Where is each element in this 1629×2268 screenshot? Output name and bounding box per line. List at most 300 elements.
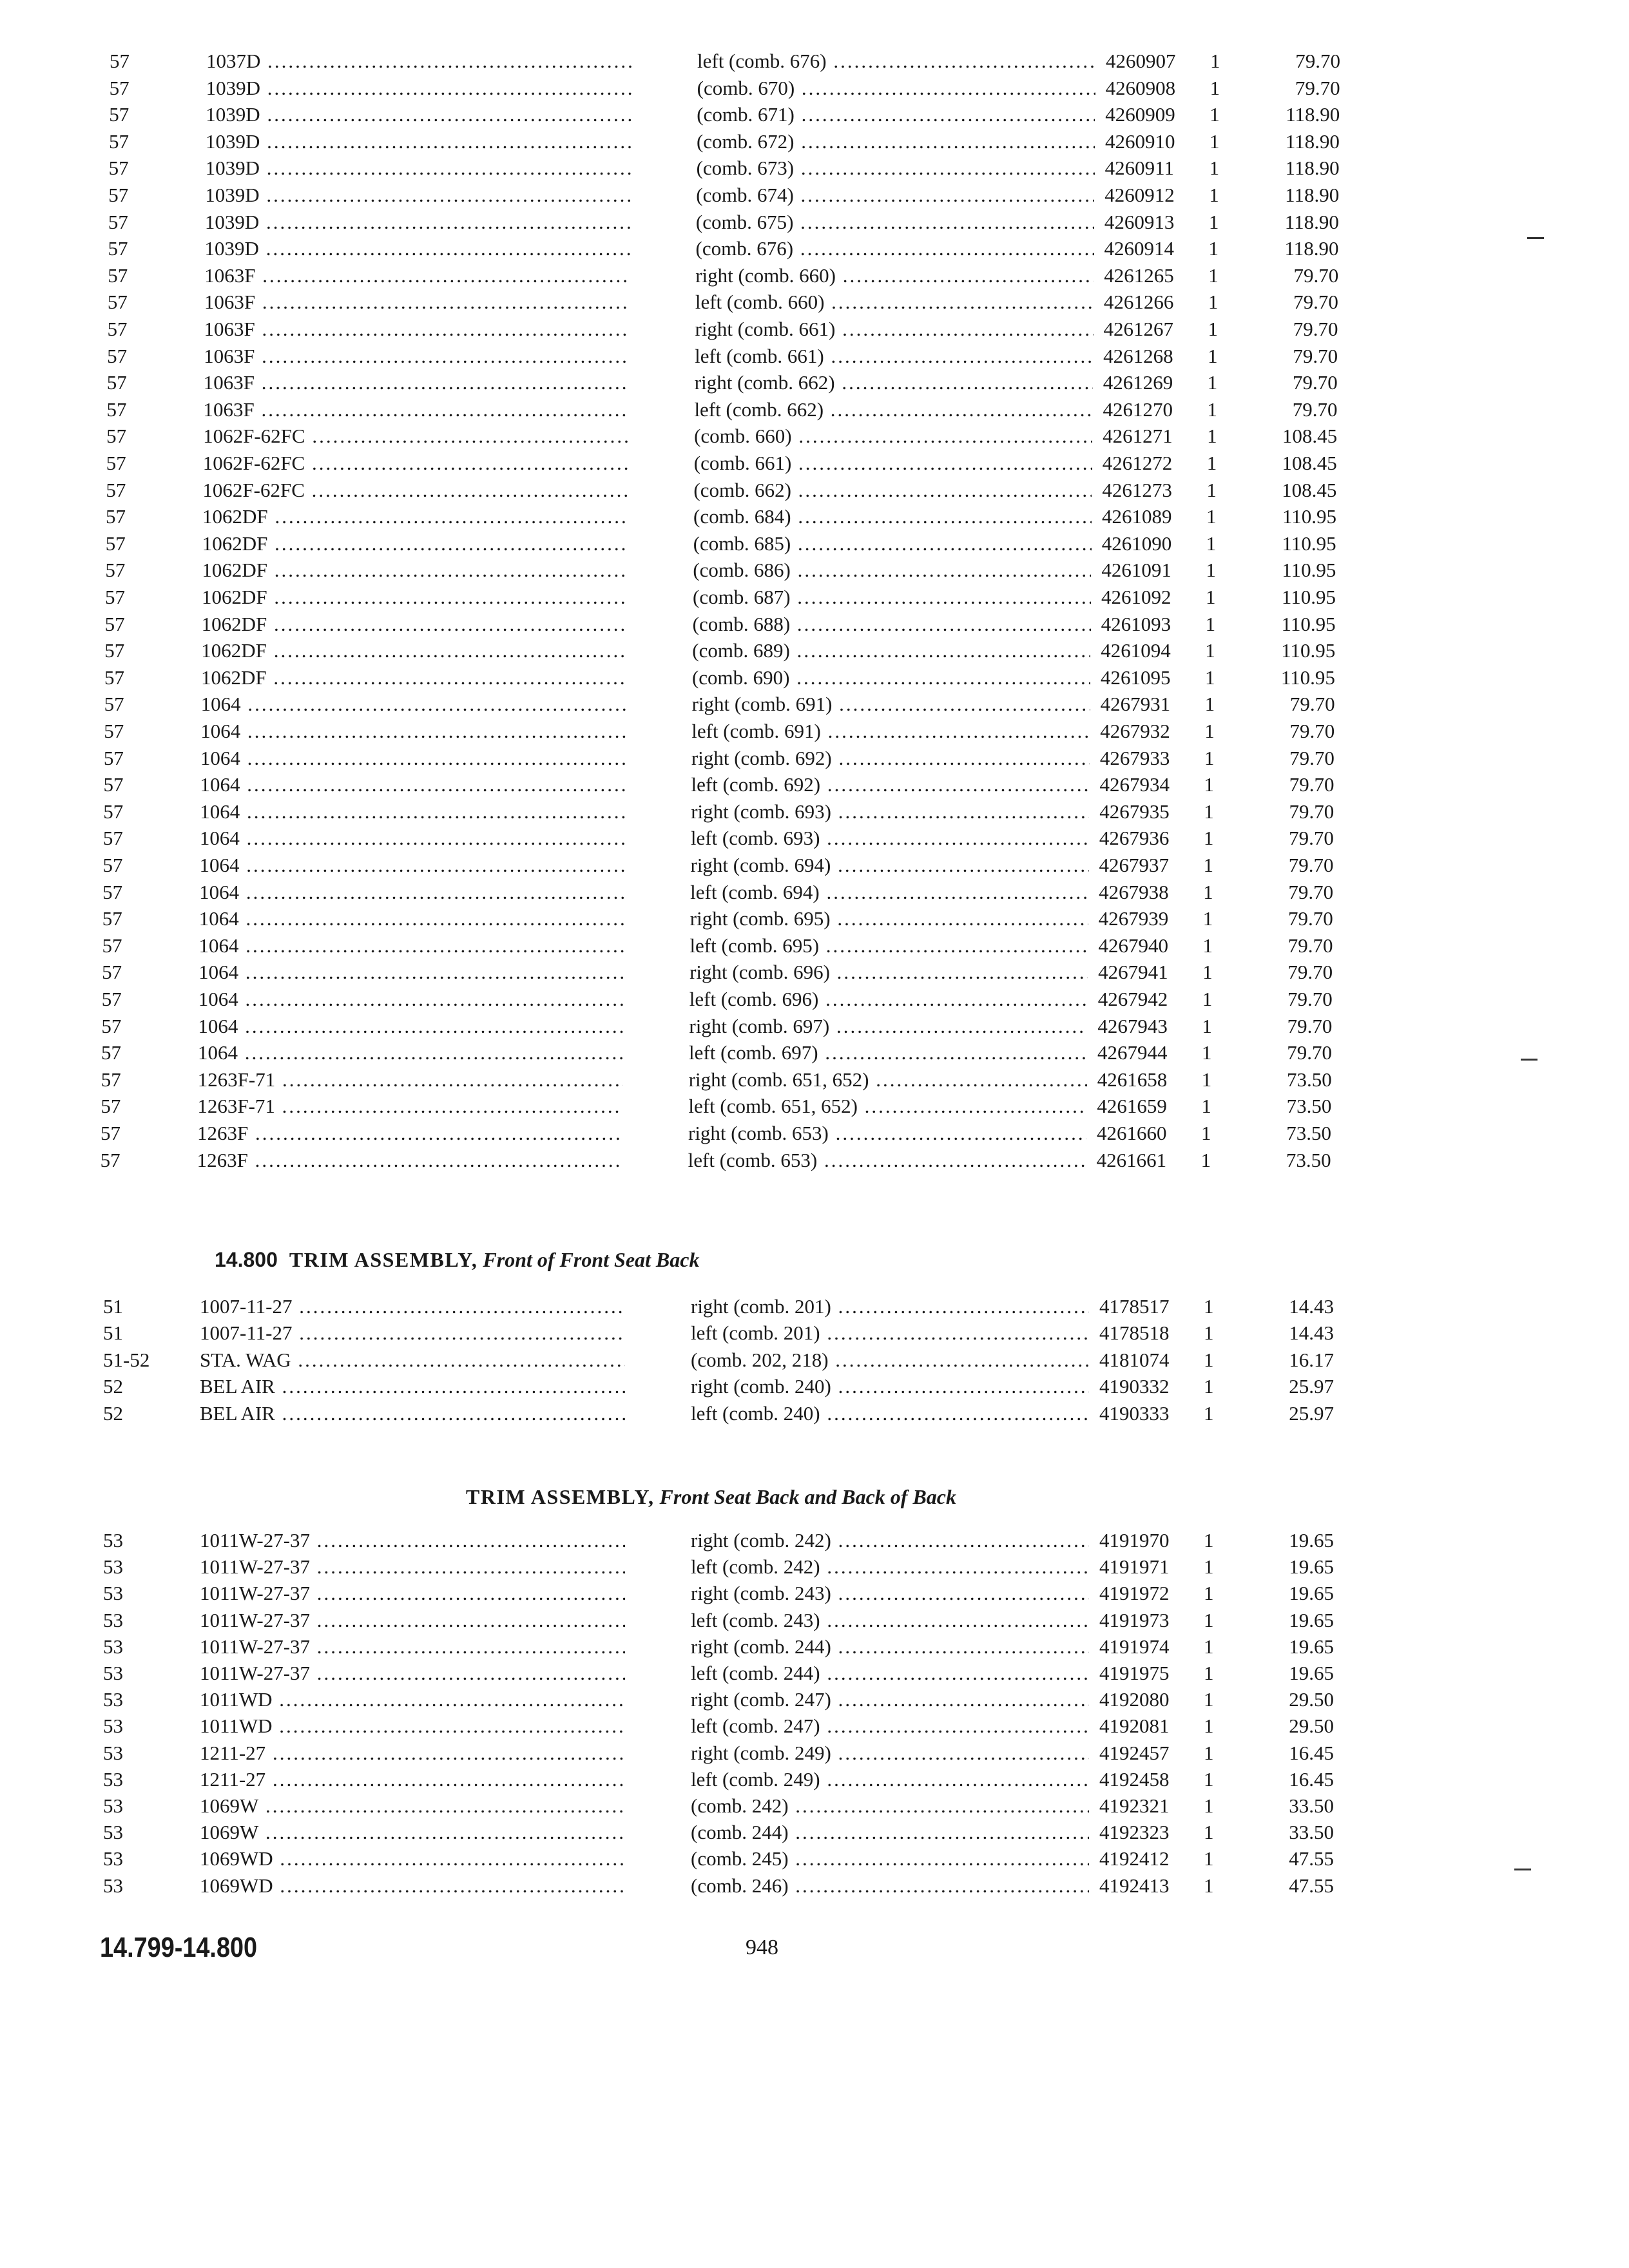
quantity-cell: 1 [1204, 1847, 1214, 1870]
quantity-cell: 1 [1205, 639, 1215, 662]
description-cell: right (comb. 247) ..... [691, 1686, 1089, 1713]
model-cell: 1064 ..... [201, 691, 626, 717]
quantity-cell: 1 [1201, 1068, 1212, 1091]
year-cell: 57 [101, 1068, 121, 1091]
year-cell: 57 [105, 559, 126, 582]
quantity-cell: 1 [1202, 907, 1213, 930]
description-cell: (comb. 242) ..... [691, 1792, 1089, 1819]
year-cell: 57 [102, 880, 123, 903]
part-number-cell: 4191975 [1099, 1662, 1170, 1684]
year-cell: 57 [108, 130, 129, 153]
year-cell: 57 [104, 639, 125, 662]
model-cell: 1039D ..... [206, 128, 631, 155]
year-cell: 53 [103, 1688, 123, 1711]
price-cell: 79.70 [1293, 371, 1338, 394]
price-cell: 19.65 [1289, 1662, 1334, 1684]
page-number: 948 [746, 1936, 778, 1959]
part-number-cell: 4267942 [1097, 988, 1168, 1010]
year-cell: 53 [103, 1662, 123, 1684]
year-cell: 57 [108, 184, 129, 206]
price-cell: 118.90 [1285, 184, 1340, 206]
quantity-cell: 1 [1204, 1635, 1214, 1658]
description-cell: right (comb. 240) ..... [691, 1373, 1089, 1399]
model-cell: 1063F ..... [204, 289, 630, 315]
price-cell: 19.65 [1289, 1635, 1334, 1658]
description-cell: left (comb. 696) ..... [689, 986, 1088, 1012]
model-cell: 1263F-71 ..... [198, 1066, 623, 1093]
year-cell: 57 [104, 720, 124, 742]
part-number-cell: 4267937 [1099, 854, 1169, 876]
year-cell: 57 [102, 907, 122, 930]
quantity-cell: 1 [1204, 1688, 1214, 1711]
quantity-cell: 1 [1204, 1375, 1214, 1398]
price-cell: 16.45 [1289, 1767, 1334, 1791]
model-cell: 1007-11-27 ..... [200, 1293, 625, 1320]
model-cell: 1062DF ..... [201, 664, 626, 691]
model-cell: 1069W ..... [200, 1819, 625, 1845]
description-cell: (comb. 246) ..... [691, 1872, 1089, 1899]
price-cell: 79.70 [1289, 800, 1335, 823]
year-cell: 53 [103, 1794, 123, 1817]
quantity-cell: 1 [1203, 880, 1213, 903]
section-number: 14.800 [215, 1248, 278, 1271]
part-number-cell: 4260909 [1105, 103, 1175, 126]
year-cell: 57 [100, 1148, 120, 1171]
description-cell: (comb. 687) ..... [693, 584, 1091, 610]
price-cell: 79.70 [1293, 264, 1339, 287]
part-number-cell: 4261270 [1103, 398, 1173, 421]
quantity-cell: 1 [1204, 1321, 1214, 1345]
quantity-cell: 1 [1204, 1348, 1214, 1371]
year-cell: 57 [108, 210, 128, 233]
model-cell: 1064 ..... [200, 771, 626, 798]
price-cell: 108.45 [1282, 478, 1337, 501]
description-cell: left (comb. 243) ..... [691, 1607, 1089, 1633]
model-cell: 1064 ..... [198, 959, 624, 985]
quantity-cell: 1 [1206, 478, 1217, 501]
quantity-cell: 1 [1204, 1821, 1214, 1844]
model-cell: 1039D ..... [205, 182, 630, 208]
quantity-cell: 1 [1208, 318, 1218, 340]
description-cell: right (comb. 691) ..... [692, 691, 1090, 717]
price-cell: 79.70 [1287, 1014, 1333, 1037]
part-number-cell: 4191972 [1099, 1582, 1170, 1605]
part-number-cell: 4261658 [1097, 1068, 1168, 1091]
part-number-cell: 4192412 [1099, 1847, 1170, 1870]
price-cell: 25.97 [1289, 1375, 1334, 1398]
year-cell: 57 [106, 505, 126, 528]
part-number-cell: 4267940 [1098, 934, 1168, 957]
part-number-cell: 4267938 [1099, 880, 1169, 903]
model-cell: BEL AIR ..... [200, 1373, 625, 1399]
price-cell: 14.43 [1289, 1321, 1334, 1345]
year-cell: 57 [104, 612, 125, 635]
quantity-cell: 1 [1210, 103, 1220, 126]
quantity-cell: 1 [1210, 50, 1220, 72]
section-title-seat-back [466, 1485, 956, 1509]
section-title-rest: Front Seat Back and Back of Back [659, 1485, 956, 1508]
year-cell: 53 [103, 1555, 123, 1579]
quantity-cell: 1 [1209, 157, 1220, 180]
year-cell: 53 [103, 1821, 123, 1844]
model-cell: 1069WD ..... [200, 1845, 625, 1872]
price-cell: 79.70 [1287, 988, 1333, 1010]
description-cell: (comb. 672) ..... [697, 128, 1095, 155]
year-cell: 57 [108, 157, 129, 180]
quantity-cell: 1 [1202, 1014, 1212, 1037]
year-cell: 57 [102, 961, 122, 984]
description-cell: left (comb. 691) ..... [691, 718, 1090, 744]
price-cell: 79.70 [1289, 693, 1335, 716]
year-cell: 57 [109, 103, 130, 126]
part-number-cell: 4260912 [1104, 184, 1175, 206]
model-cell: 1263F ..... [197, 1147, 622, 1173]
model-cell: 1064 ..... [198, 986, 624, 1012]
margin-mark [1514, 1869, 1531, 1870]
year-cell: 53 [103, 1741, 123, 1764]
part-number-cell: 4192081 [1099, 1715, 1170, 1738]
description-cell: left (comb. 692) ..... [691, 771, 1090, 798]
year-cell: 57 [108, 237, 128, 260]
part-number-cell: 4190333 [1099, 1401, 1170, 1425]
description-cell: left (comb. 697) ..... [689, 1039, 1087, 1066]
price-cell: 79.70 [1293, 291, 1338, 314]
quantity-cell: 1 [1209, 130, 1220, 153]
section-title-rest: Front of Front Seat Back [483, 1248, 700, 1271]
margin-mark [1527, 237, 1544, 239]
year-cell: 57 [101, 988, 122, 1010]
model-cell: 1063F ..... [204, 343, 629, 369]
description-cell: left (comb. 244) ..... [691, 1660, 1089, 1686]
part-number-cell: 4192080 [1099, 1688, 1170, 1711]
description-cell: (comb. 676) ..... [696, 235, 1094, 262]
description-cell: left (comb. 651, 652) ..... [688, 1093, 1086, 1119]
quantity-cell: 1 [1204, 1741, 1214, 1764]
price-cell: 16.45 [1289, 1741, 1334, 1764]
description-cell: left (comb. 694) ..... [690, 879, 1088, 905]
description-cell: left (comb. 662) ..... [694, 396, 1092, 423]
description-cell: (comb. 684) ..... [693, 503, 1092, 530]
quantity-cell: 1 [1206, 505, 1217, 528]
year-cell: 53 [103, 1767, 123, 1791]
price-cell: 79.70 [1287, 961, 1333, 984]
model-cell: 1062F-62FC ..... [202, 477, 628, 503]
year-cell: 53 [103, 1608, 123, 1631]
year-cell: 57 [106, 425, 127, 448]
description-cell: right (comb. 201) ..... [691, 1293, 1089, 1320]
part-number-cell: 4261659 [1097, 1095, 1167, 1118]
price-cell: 118.90 [1284, 237, 1339, 260]
model-cell: 1011W-27-37 ..... [200, 1607, 625, 1633]
price-cell: 33.50 [1289, 1821, 1334, 1844]
quantity-cell: 1 [1207, 398, 1217, 421]
price-cell: 19.65 [1289, 1529, 1334, 1552]
price-cell: 19.65 [1289, 1608, 1334, 1631]
model-cell: 1062DF ..... [202, 584, 627, 610]
description-cell: left (comb. 242) ..... [691, 1553, 1089, 1580]
description-cell: left (comb. 693) ..... [691, 825, 1089, 851]
description-cell: (comb. 244) ..... [691, 1819, 1089, 1845]
quantity-cell: 1 [1204, 1662, 1214, 1684]
price-cell: 79.70 [1288, 907, 1333, 930]
model-cell: 1011W-27-37 ..... [200, 1633, 625, 1660]
quantity-cell: 1 [1206, 452, 1217, 474]
model-cell: 1263F ..... [197, 1120, 622, 1146]
model-cell: 1011W-27-37 ..... [200, 1580, 625, 1606]
year-cell: 52 [103, 1375, 123, 1398]
part-number-cell: 4261095 [1100, 666, 1171, 689]
quantity-cell: 1 [1203, 854, 1213, 876]
model-cell: 1011WD ..... [200, 1686, 625, 1713]
part-number-cell: 4261268 [1103, 344, 1173, 367]
model-cell: 1062DF ..... [201, 637, 626, 664]
price-cell: 16.17 [1289, 1348, 1334, 1371]
description-cell: (comb. 686) ..... [693, 557, 1091, 583]
description-cell: left (comb. 653) ..... [688, 1147, 1086, 1173]
section-title-caps: TRIM ASSEMBLY, [289, 1248, 478, 1271]
description-cell: (comb. 660) ..... [694, 423, 1092, 449]
model-cell: 1062DF ..... [202, 530, 628, 557]
quantity-cell: 1 [1204, 720, 1215, 742]
quantity-cell: 1 [1208, 237, 1219, 260]
part-number-cell: 4261660 [1097, 1122, 1167, 1144]
price-cell: 110.95 [1280, 666, 1335, 689]
model-cell: 1039D ..... [206, 155, 631, 181]
description-cell: right (comb. 695) ..... [690, 905, 1088, 932]
description-cell: left (comb. 660) ..... [695, 289, 1094, 315]
price-cell: 108.45 [1282, 425, 1338, 448]
model-cell: 1064 ..... [198, 932, 624, 959]
model-cell: 1064 ..... [199, 879, 624, 905]
model-cell: 1062F-62FC ..... [203, 423, 628, 449]
part-number-cell: 4192413 [1099, 1874, 1170, 1897]
description-cell: right (comb. 693) ..... [691, 798, 1089, 825]
price-cell: 73.50 [1286, 1068, 1332, 1091]
model-cell: 1062F-62FC ..... [203, 450, 628, 476]
description-cell: right (comb. 242) ..... [691, 1527, 1089, 1553]
model-cell: 1039D ..... [205, 209, 630, 235]
part-number-cell: 4267932 [1100, 720, 1170, 742]
description-cell: left (comb. 695) ..... [689, 932, 1088, 959]
quantity-cell: 1 [1201, 1122, 1211, 1144]
part-number-cell: 4190332 [1099, 1375, 1170, 1398]
model-cell: 1062DF ..... [202, 503, 628, 530]
year-cell: 57 [102, 827, 123, 850]
price-cell: 79.70 [1289, 827, 1334, 850]
model-cell: 1069WD ..... [200, 1872, 625, 1899]
section-title-caps: TRIM ASSEMBLY, [466, 1485, 655, 1508]
part-number-cell: 4261273 [1102, 478, 1172, 501]
part-number-cell: 4267934 [1099, 773, 1170, 796]
description-cell: (comb. 674) ..... [696, 182, 1094, 208]
quantity-cell: 1 [1210, 76, 1220, 99]
quantity-cell: 1 [1204, 746, 1215, 769]
part-number-cell: 4260911 [1104, 157, 1174, 180]
year-cell: 57 [109, 76, 130, 99]
price-cell: 110.95 [1281, 612, 1336, 635]
price-cell: 79.70 [1288, 880, 1334, 903]
part-number-cell: 4178518 [1099, 1321, 1170, 1345]
description-cell: (comb. 202, 218) ..... [691, 1347, 1089, 1373]
part-number-cell: 4267939 [1098, 907, 1169, 930]
model-cell: 1039D ..... [206, 101, 631, 128]
price-cell: 110.95 [1282, 532, 1336, 555]
quantity-cell: 1 [1204, 1401, 1214, 1425]
quantity-cell: 1 [1204, 693, 1215, 716]
model-cell: 1211-27 ..... [200, 1766, 625, 1792]
year-cell: 53 [103, 1715, 123, 1738]
model-cell: 1064 ..... [198, 1013, 623, 1039]
part-number-cell: 4261090 [1101, 532, 1172, 555]
price-cell: 29.50 [1289, 1688, 1334, 1711]
price-cell: 118.90 [1285, 130, 1340, 153]
year-cell: 57 [101, 1014, 122, 1037]
quantity-cell: 1 [1204, 1295, 1214, 1318]
part-number-cell: 4192321 [1099, 1794, 1170, 1817]
year-cell: 53 [103, 1582, 123, 1605]
part-number-cell: 4267933 [1099, 746, 1170, 769]
quantity-cell: 1 [1208, 291, 1219, 314]
description-cell: right (comb. 651, 652) ..... [689, 1066, 1087, 1093]
part-number-cell: 4261093 [1101, 612, 1171, 635]
description-cell: (comb. 671) ..... [697, 101, 1095, 128]
part-number-cell: 4267936 [1099, 827, 1170, 850]
part-number-cell: 4261269 [1103, 371, 1173, 394]
description-cell: left (comb. 249) ..... [691, 1766, 1089, 1792]
price-cell: 73.50 [1286, 1095, 1332, 1118]
year-cell: 51 [103, 1295, 123, 1318]
description-cell: (comb. 690) ..... [692, 664, 1090, 691]
part-number-cell: 4261271 [1103, 425, 1173, 448]
description-cell: right (comb. 697) ..... [689, 1013, 1087, 1039]
part-number-cell: 4261661 [1096, 1148, 1167, 1171]
model-cell: 1011WD ..... [200, 1713, 625, 1739]
model-cell: 1062DF ..... [202, 611, 627, 637]
year-cell: 53 [103, 1874, 123, 1897]
year-cell: 57 [101, 1095, 121, 1118]
part-number-cell: 4261266 [1103, 291, 1174, 314]
description-cell: right (comb. 249) ..... [691, 1740, 1089, 1766]
quantity-cell: 1 [1207, 371, 1218, 394]
part-number-cell: 4267944 [1097, 1041, 1168, 1064]
part-number-cell: 4267943 [1097, 1014, 1168, 1037]
quantity-cell: 1 [1208, 210, 1219, 233]
price-cell: 25.97 [1289, 1401, 1334, 1425]
footer-section-range: 14.799-14.800 [100, 1932, 258, 1963]
price-cell: 110.95 [1282, 505, 1337, 528]
price-cell: 79.70 [1287, 934, 1333, 957]
model-cell: 1064 ..... [200, 825, 625, 851]
quantity-cell: 1 [1208, 264, 1219, 287]
price-cell: 79.70 [1293, 344, 1338, 367]
price-cell: 110.95 [1282, 559, 1336, 582]
quantity-cell: 1 [1207, 425, 1217, 448]
price-cell: 79.70 [1288, 854, 1334, 876]
part-number-cell: 4260907 [1106, 50, 1176, 72]
model-cell: 1064 ..... [200, 718, 626, 744]
part-number-cell: 4192457 [1099, 1741, 1170, 1764]
part-number-cell: 4261091 [1101, 559, 1171, 582]
model-cell: 1069W ..... [200, 1792, 625, 1819]
model-cell: 1037D ..... [206, 48, 631, 74]
part-number-cell: 4181074 [1099, 1348, 1170, 1371]
section-title-14-800 [215, 1248, 699, 1272]
price-cell: 110.95 [1281, 639, 1336, 662]
price-cell: 118.90 [1285, 157, 1340, 180]
description-cell: right (comb. 244) ..... [691, 1633, 1089, 1660]
part-number-cell: 4191970 [1099, 1529, 1170, 1552]
quantity-cell: 1 [1209, 184, 1219, 206]
year-cell: 57 [106, 398, 127, 421]
price-cell: 79.70 [1289, 720, 1335, 742]
price-cell: 19.65 [1289, 1555, 1334, 1579]
part-number-cell: 4261092 [1101, 586, 1171, 608]
part-number-cell: 4260908 [1105, 76, 1176, 99]
price-cell: 118.90 [1286, 103, 1340, 126]
quantity-cell: 1 [1208, 344, 1218, 367]
part-number-cell: 4192323 [1099, 1821, 1170, 1844]
year-cell: 52 [103, 1401, 123, 1425]
description-cell: left (comb. 661) ..... [695, 343, 1093, 369]
part-number-cell: 4260913 [1104, 210, 1175, 233]
part-number-cell: 4261094 [1101, 639, 1171, 662]
description-cell: (comb. 688) ..... [693, 611, 1091, 637]
part-number-cell: 4261265 [1104, 264, 1174, 287]
description-cell: (comb. 675) ..... [696, 209, 1094, 235]
year-cell: 57 [104, 693, 124, 716]
quantity-cell: 1 [1202, 988, 1213, 1010]
year-cell: 51 [103, 1321, 123, 1345]
part-number-cell: 4267935 [1099, 800, 1170, 823]
model-cell: 1062DF ..... [202, 557, 627, 583]
part-number-cell: 4178517 [1099, 1295, 1170, 1318]
year-cell: 57 [106, 478, 126, 501]
price-cell: 47.55 [1289, 1874, 1334, 1897]
price-cell: 73.50 [1286, 1148, 1331, 1171]
part-number-cell: 4191974 [1099, 1635, 1170, 1658]
year-cell: 57 [110, 50, 130, 72]
description-cell: right (comb. 694) ..... [691, 852, 1089, 878]
part-number-cell: 4261267 [1103, 318, 1173, 340]
model-cell: 1039D ..... [205, 235, 630, 262]
model-cell: 1063F ..... [204, 369, 629, 396]
year-cell: 57 [107, 344, 128, 367]
description-cell: left (comb. 240) ..... [691, 1400, 1089, 1427]
quantity-cell: 1 [1204, 1715, 1214, 1738]
quantity-cell: 1 [1204, 1794, 1214, 1817]
year-cell: 57 [101, 1041, 122, 1064]
price-cell: 79.70 [1295, 50, 1340, 72]
year-cell: 51-52 [103, 1348, 150, 1371]
model-cell: 1063F ..... [204, 262, 630, 289]
description-cell: (comb. 670) ..... [697, 75, 1095, 101]
description-cell: right (comb. 662) ..... [695, 369, 1093, 396]
margin-mark [1521, 1059, 1537, 1061]
year-cell: 57 [106, 452, 126, 474]
model-cell: 1011W-27-37 ..... [200, 1553, 625, 1580]
price-cell: 79.70 [1289, 773, 1335, 796]
year-cell: 57 [104, 666, 124, 689]
year-cell: 57 [103, 746, 124, 769]
year-cell: 53 [103, 1847, 123, 1870]
price-cell: 79.70 [1293, 318, 1338, 340]
part-number-cell: 4261272 [1102, 452, 1173, 474]
quantity-cell: 1 [1201, 1095, 1211, 1118]
year-cell: 57 [103, 773, 124, 796]
description-cell: right (comb. 692) ..... [691, 745, 1090, 771]
quantity-cell: 1 [1202, 934, 1213, 957]
year-cell: 53 [103, 1529, 123, 1552]
